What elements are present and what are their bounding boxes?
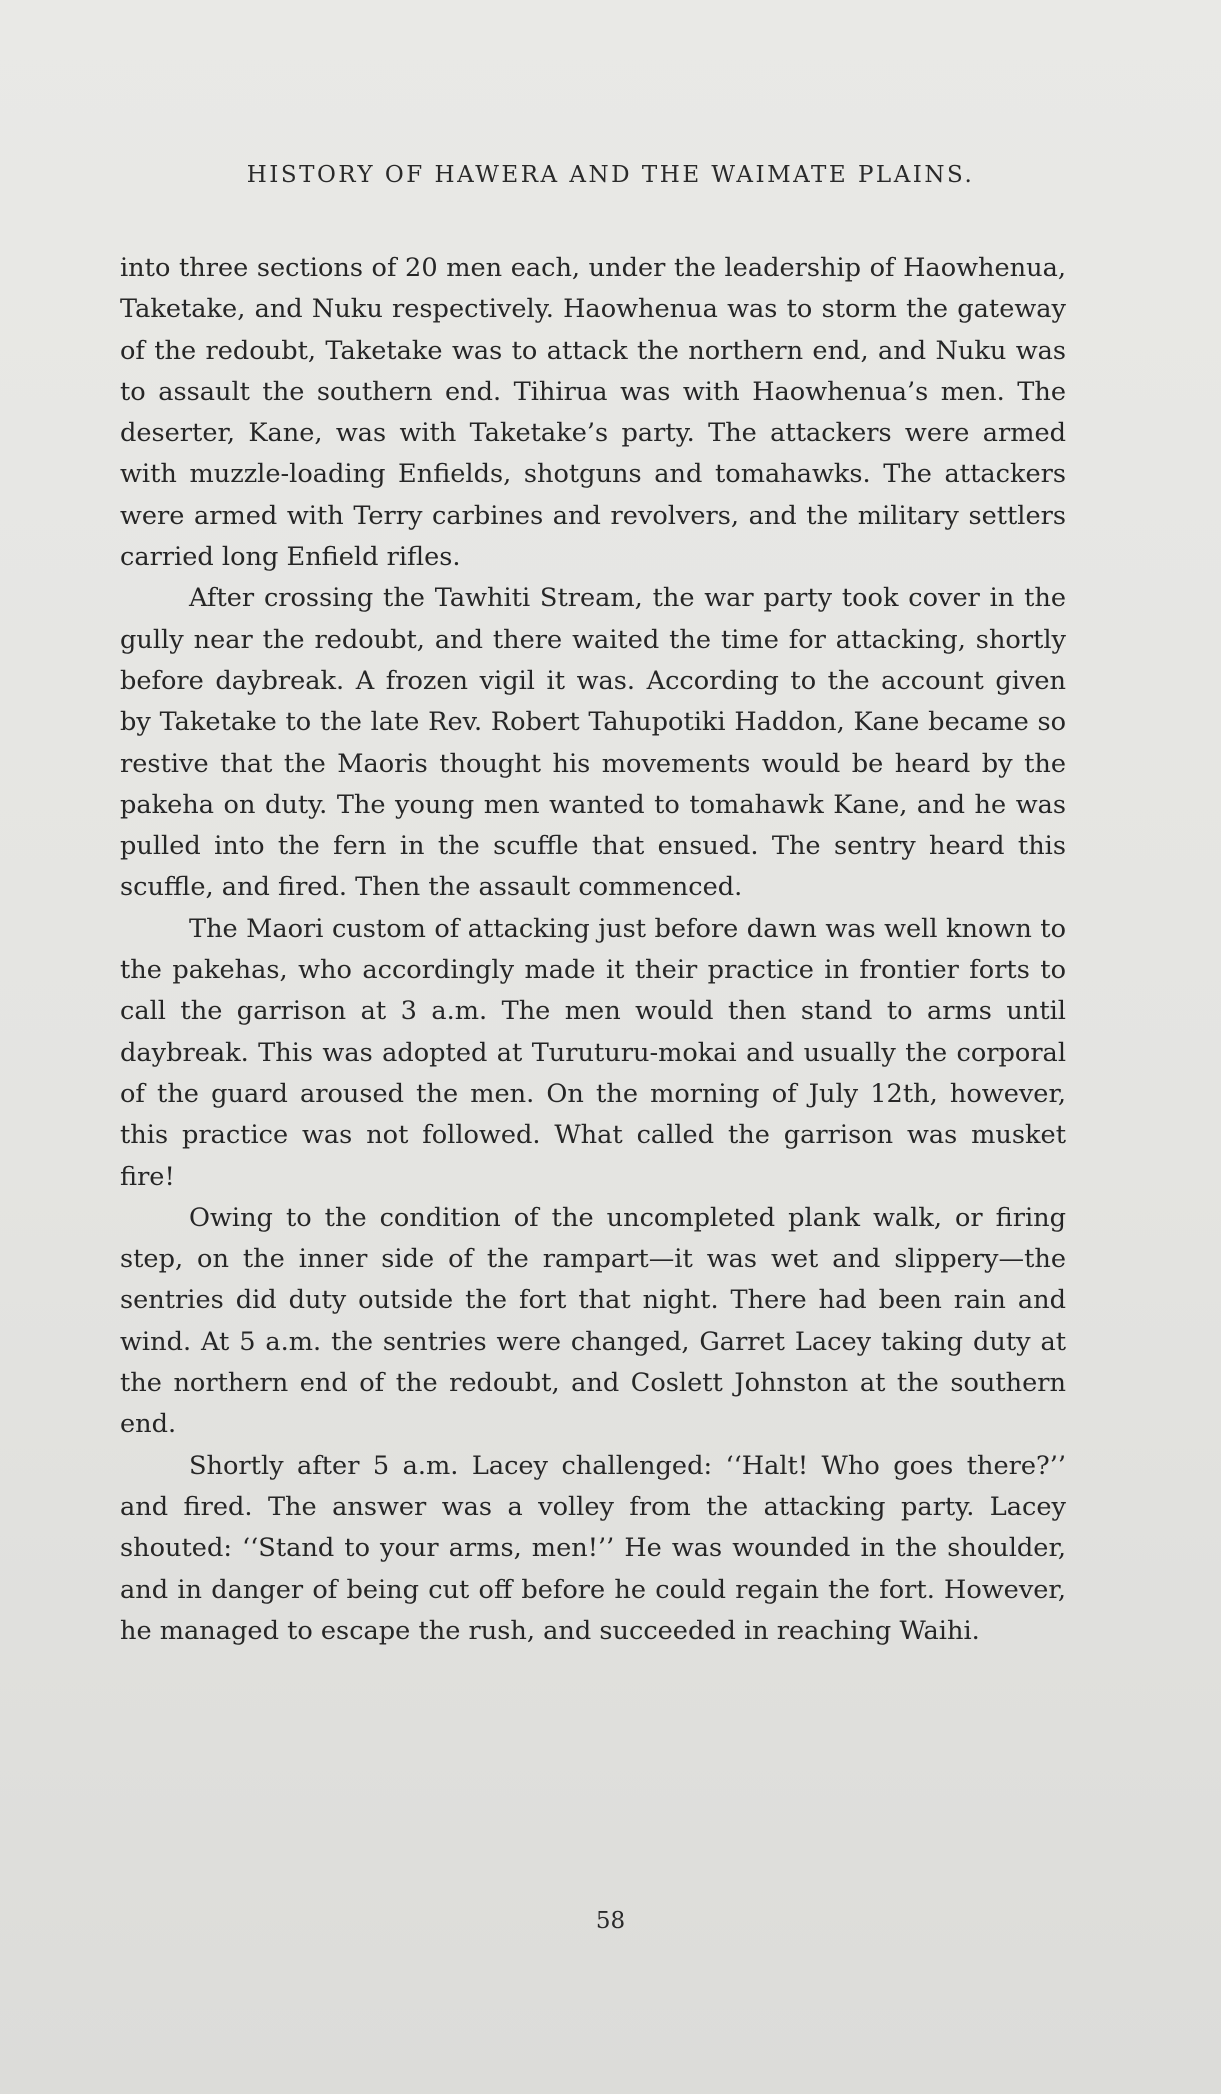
paragraph: The Maori custom of attacking just before dawn was well known to the pakehas, who accordingly made it their practice in frontier forts to call the garrison at 3 a.m. The men would then stand to arms until daybreak. This was adopted at Turuturu-mokai and usually the corporal of the guard aroused the men. On the morning of July 12th, however, this practice was not followed. What called the garrison was musket fire! xyxy=(120,913,1066,1192)
body-text xyxy=(120,248,1066,1652)
paragraph: Shortly after 5 a.m. Lacey challenged: ‘‘Halt! Who goes there?’’ and fired. The answer was a volley from the attacking party. Lacey shouted: ‘‘Stand to your arms, men!’’ He was wounded in the shoulder, and in danger of being cut off before he could regain the fort. However, he managed to escape the rush, and succeeded in reaching Waihi. xyxy=(120,1450,1066,1646)
running-head: HISTORY OF HAWERA AND THE WAIMATE PLAINS. xyxy=(246,162,975,188)
paragraph: into three sections of 20 men each, under the leadership of Haowhenua, Taketake, and Nuku respectively. Haowhenua was to storm the gateway of the redoubt, Taketake was to attack the northern end, and Nuku was to assault the southern end. Tihirua was with Haowhenua’s men. The deserter, Kane, was with Taketake’s party. The attackers were armed with muzzle-loading Enfields, shotguns and tomahawks. The attackers were armed with Terry carbines and revolvers, and the military settlers carried long Enfield rifles. xyxy=(120,253,1066,573)
page-number: 58 xyxy=(595,1908,626,1934)
paragraph: Owing to the condition of the uncompleted plank walk, or firing step, on the inner side of the rampart—it was wet and slippery—the sentries did duty outside the fort that night. There had been rain and wind. At 5 a.m. the sentries were changed, Garret Lacey taking duty at the northern end of the redoubt, and Coslett Johnston at the southern end. xyxy=(120,1202,1066,1440)
paragraph: After crossing the Tawhiti Stream, the war party took cover in the gully near the redoubt, and there waited the time for attacking, shortly before daybreak. A frozen vigil it was. According to the account given by Taketake to the late Rev. Robert Tahupotiki Haddon, Kane became so restive that the Maoris thought his movements would be heard by the pakeha on duty. The young men wanted to tomahawk Kane, and he was pulled into the fern in the scuffle that ensued. The sentry heard this scuffle, and fired. Then the assault commenced. xyxy=(120,583,1066,903)
